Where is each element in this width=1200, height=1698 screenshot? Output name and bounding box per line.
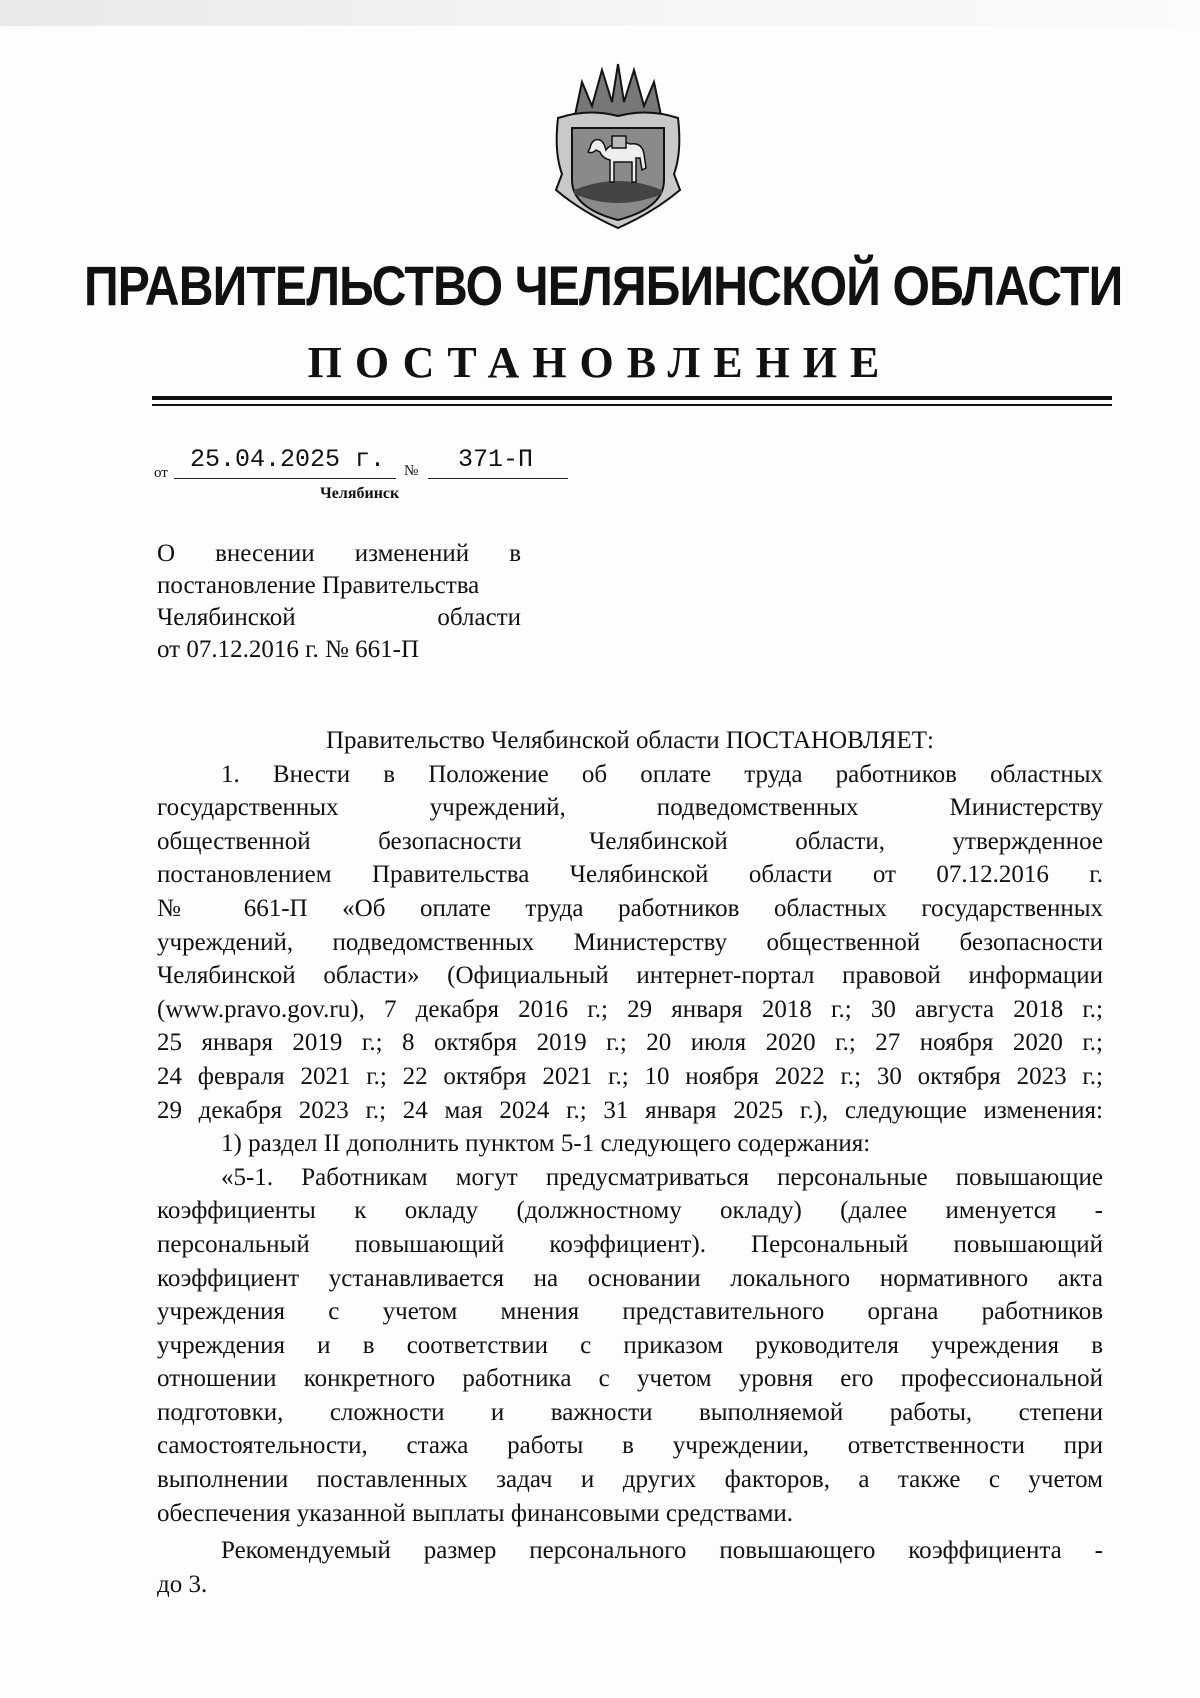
preamble: Правительство Челябинской области ПОСТАНОВЛЯЕТ:	[326, 727, 934, 754]
subject-line: постановление Правительства	[157, 572, 480, 599]
header-rule-thin	[152, 404, 1112, 406]
body-line: учреждения и в соответствии с приказом руководителя учреждения в	[157, 1331, 1103, 1359]
document-body	[157, 724, 1103, 1601]
body-line: Челябинской области» (Официальный интернет-портал правовой информации	[157, 962, 1103, 990]
subject-line: О внесении изменений в	[157, 540, 521, 567]
coat-of-arms-emblem	[552, 62, 684, 232]
document-type: ПОСТАНОВЛЕНИЕ	[307, 338, 893, 387]
body-line: 29 декабря 2023 г.; 24 мая 2024 г.; 31 января 2025 г.), следующие изменения:	[157, 1096, 1103, 1124]
body-line: учреждения с учетом мнения представительного органа работников	[157, 1298, 1103, 1326]
subject-line: Челябинской области	[157, 604, 521, 631]
body-line: 24 февраля 2021 г.; 22 октября 2021 г.; 10 ноября 2022 г.; 30 октября 2023 г.;	[157, 1062, 1103, 1090]
body-line: (www.pravo.gov.ru), 7 декабря 2016 г.; 29 января 2018 г.; 30 августа 2018 г.;	[157, 995, 1103, 1023]
subject-line: от 07.12.2016 г. № 661-П	[157, 636, 420, 663]
body-line: обеспечения указанной выплаты финансовыми средствами.	[157, 1499, 794, 1527]
body-line: учреждений, подведомственных Министерству общественной безопасности	[157, 928, 1103, 956]
body-line: персональный повышающий коэффициент). Персональный повышающий	[157, 1230, 1103, 1258]
body-line: до 3.	[157, 1570, 208, 1598]
date-underline	[174, 478, 396, 479]
government-title: ПРАВИТЕЛЬСТВО ЧЕЛЯБИНСКОЙ ОБЛАСТИ	[84, 254, 1123, 317]
city: Челябинск	[320, 485, 400, 502]
scan-edge	[0, 0, 1200, 26]
body-line: самостоятельности, стажа работы в учреждении, ответственности при	[157, 1432, 1103, 1460]
date-value: 25.04.2025 г.	[190, 445, 386, 474]
body-line: 1) раздел II дополнить пунктом 5-1 следующего содержания:	[221, 1130, 871, 1158]
header-rule-thick	[152, 396, 1112, 400]
body-line: Рекомендуемый размер персонального повышающего коэффициента -	[221, 1537, 1103, 1565]
body-line: государственных учреждений, подведомственных Министерству	[157, 794, 1103, 822]
body-line: № 661-П «Об оплате труда работников областных государственных	[157, 894, 1103, 922]
document-subject	[157, 538, 521, 666]
body-line: постановлением Правительства Челябинской области от 07.12.2016 г.	[157, 861, 1103, 889]
body-line: 25 января 2019 г.; 8 октября 2019 г.; 20 июля 2020 г.; 27 ноября 2020 г.;	[157, 1029, 1103, 1057]
body-line: коэффициенты к окладу (должностному окладу) (далее именуется -	[157, 1197, 1103, 1225]
body-line: выполнении поставленных задач и других факторов, а также с учетом	[157, 1466, 1103, 1494]
body-line: общественной безопасности Челябинской области, утвержденное	[157, 827, 1103, 855]
number-value: 371-П	[458, 445, 534, 474]
number-label: №	[404, 463, 419, 479]
number-underline	[428, 478, 568, 479]
body-line: подготовки, сложности и важности выполняемой работы, степени	[157, 1398, 1103, 1426]
body-line: отношении конкретного работника с учетом уровня его профессиональной	[157, 1365, 1103, 1393]
body-line: коэффициент устанавливается на основании локального нормативного акта	[157, 1264, 1103, 1292]
date-label: от	[154, 465, 168, 481]
body-line: 1. Внести в Положение об оплате труда работников областных	[221, 760, 1103, 788]
body-line: «5-1. Работникам могут предусматриваться персональные повышающие	[221, 1163, 1103, 1191]
